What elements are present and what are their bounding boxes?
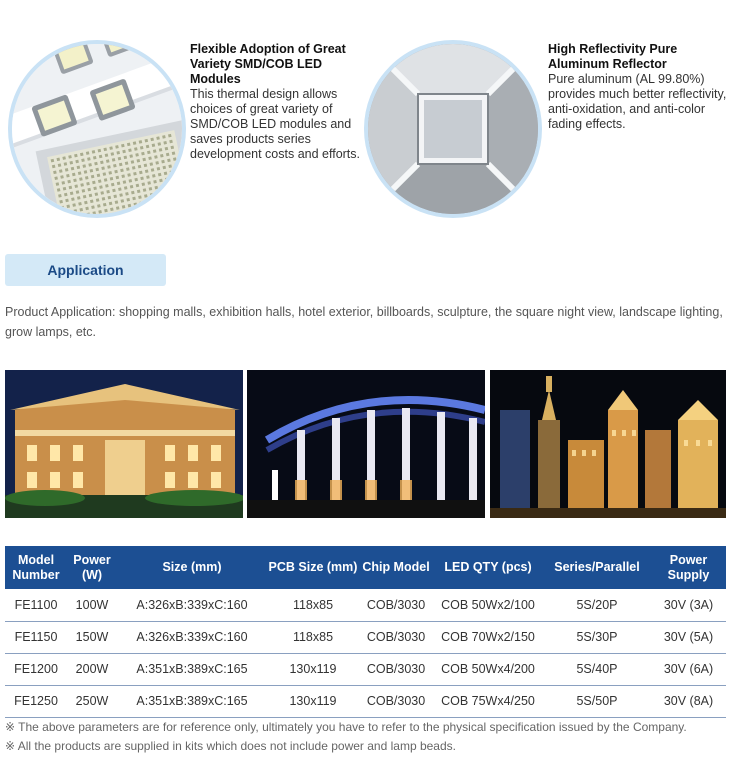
header-power: Power (W) <box>67 546 117 589</box>
header-chip-model: Chip Model <box>359 546 433 589</box>
header-size: Size (mm) <box>117 546 267 589</box>
table-row <box>5 685 726 717</box>
table-cell: 100W <box>67 589 117 621</box>
table-cell: FE1250 <box>5 685 67 717</box>
table-cell: COB/3030 <box>359 589 433 621</box>
table-header-row <box>5 546 726 589</box>
table-cell: FE1150 <box>5 621 67 653</box>
table-cell: 200W <box>67 653 117 685</box>
table-cell: 118x85 <box>267 589 359 621</box>
header-model-number: Model Number <box>5 546 67 589</box>
header-pcb-size: PCB Size (mm) <box>267 546 359 589</box>
table-cell: 30V (5A) <box>651 621 726 653</box>
table-cell: COB/3030 <box>359 653 433 685</box>
colonnade-photo <box>247 370 485 518</box>
footnote: ※ All the products are supplied in kits which does not include power and lamp beads. <box>5 739 456 753</box>
table-cell: COB/3030 <box>359 685 433 717</box>
table-cell: COB 75Wx4/250 <box>433 685 543 717</box>
feature-reflector <box>548 42 728 132</box>
spec-table <box>5 546 726 718</box>
footnote: ※ The above parameters are for reference only, ultimately you have to refer to the physical specification issued by the Company. <box>5 720 687 734</box>
table-cell: 130x119 <box>267 685 359 717</box>
table-cell: FE1100 <box>5 589 67 621</box>
table-cell: FE1200 <box>5 653 67 685</box>
application-tab[interactable]: Application <box>5 254 166 286</box>
table-cell: COB 70Wx2/150 <box>433 621 543 653</box>
feature-body: Pure aluminum (AL 99.80%) provides much better reflectivity, anti-oxidation, and anti-color fading effects. <box>548 72 727 131</box>
footnotes <box>5 718 727 756</box>
reflector-image <box>364 40 542 218</box>
led-module-image <box>8 40 186 218</box>
table-cell: 130x119 <box>267 653 359 685</box>
table-cell: A:351xB:389xC:165 <box>117 685 267 717</box>
table-cell: 150W <box>67 621 117 653</box>
table-row <box>5 589 726 621</box>
table-cell: 30V (3A) <box>651 589 726 621</box>
table-cell: A:326xB:339xC:160 <box>117 589 267 621</box>
table-cell: A:326xB:339xC:160 <box>117 621 267 653</box>
table-cell: COB 50Wx2/100 <box>433 589 543 621</box>
table-cell: 30V (8A) <box>651 685 726 717</box>
table-cell: 5S/40P <box>543 653 651 685</box>
feature-title: Flexible Adoption of Great Variety SMD/COB LED Modules <box>190 42 346 86</box>
city-skyline-photo <box>490 370 726 518</box>
header-power-supply: Power Supply <box>651 546 726 589</box>
table-cell: 5S/20P <box>543 589 651 621</box>
table-row <box>5 621 726 653</box>
building-facade-photo <box>5 370 243 518</box>
feature-title: High Reflectivity Pure Aluminum Reflector <box>548 42 678 71</box>
feature-flexible-adoption <box>190 42 365 162</box>
table-cell: 5S/50P <box>543 685 651 717</box>
application-description: Product Application: shopping malls, exhibition halls, hotel exterior, billboards, sculpture, the square night view, landscape lighting, grow lamps, etc. <box>5 305 723 339</box>
header-series-parallel: Series/Parallel <box>543 546 651 589</box>
table-cell: 250W <box>67 685 117 717</box>
table-row <box>5 653 726 685</box>
feature-body: This thermal design allows choices of great variety of SMD/COB LED modules and saves products series development costs and efforts. <box>190 87 361 161</box>
table-cell: A:351xB:389xC:165 <box>117 653 267 685</box>
table-cell: COB 50Wx4/200 <box>433 653 543 685</box>
table-cell: COB/3030 <box>359 621 433 653</box>
table-cell: 5S/30P <box>543 621 651 653</box>
table-cell: 30V (6A) <box>651 653 726 685</box>
table-cell: 118x85 <box>267 621 359 653</box>
header-led-qty: LED QTY (pcs) <box>433 546 543 589</box>
